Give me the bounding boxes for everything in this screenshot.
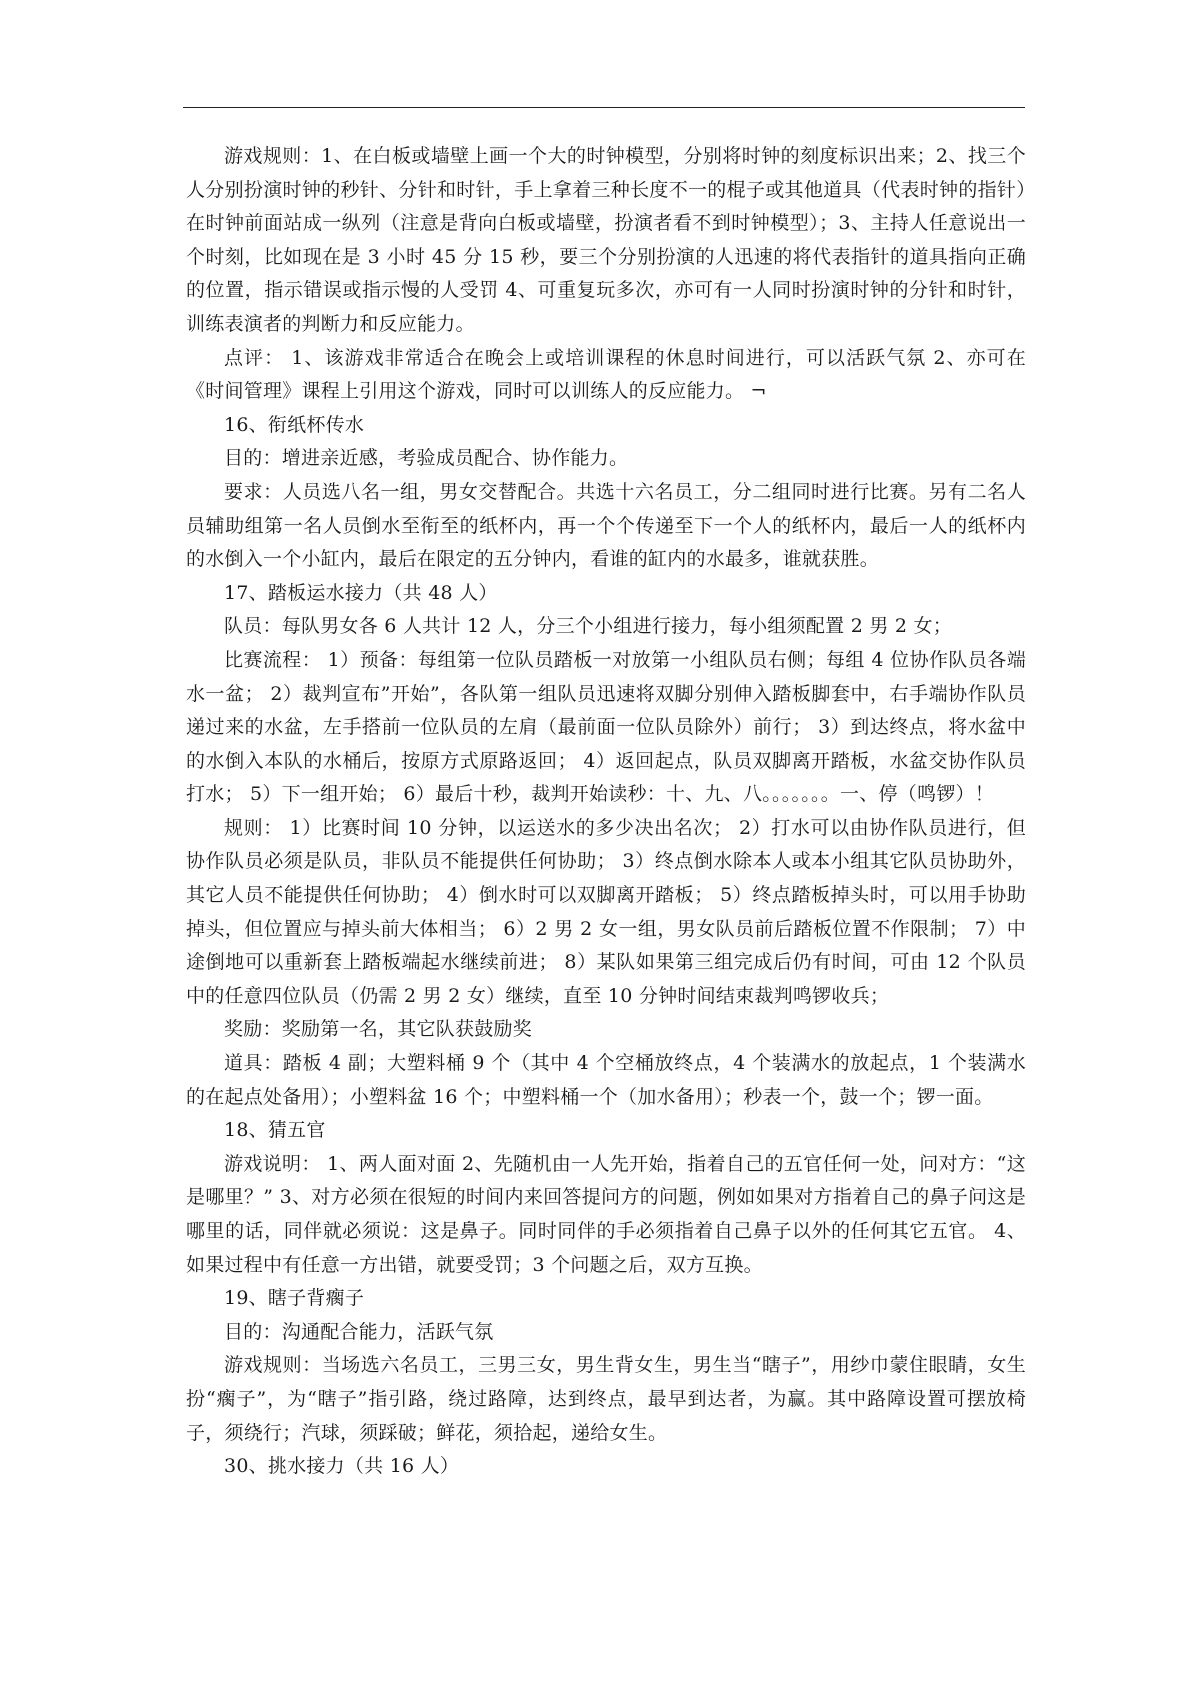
heading-17: 17、踏板运水接力（共 48 人）: [224, 581, 498, 604]
paragraph-17-process: 比赛流程： 1）预备：每组第一位队员踏板一对放第一小组队员右侧；每组 4 位协作队员各端水一盆； 2）裁判宣布”开始”，各队第一组队员迅速将双脚分别伸入踏板脚套中，右手端协作队员递过来的水盆，左手搭前一位队员的左肩（最前面一位队员除外）前行； 3）到达终点，将水盆中的水倒入本队的水桶后，按原方式原路返回； 4）返回起点，队员双脚离开踏板，水盆交协作队员打水； 5）下一组开始； 6）最后十秒，裁判开始读秒：十、九、八。。。。。。。一、停（鸣锣）！: [186, 648, 1026, 806]
heading-16: 16、衔纸杯传水: [224, 413, 365, 436]
heading-19: 19、瞎子背瘸子: [224, 1287, 365, 1310]
paragraph-17-props: 道具：踏板 4 副；大塑料桶 9 个（其中 4 个空桶放终点，4 个装满水的放起点，1 个装满水的在起点处备用）；小塑料盆 16 个；中塑料桶一个（加水备用）；秒表一个，鼓一个；锣一面。: [186, 1052, 1026, 1108]
paragraph-19-rules: 游戏规则：当场选六名员工，三男三女，男生背女生，男生当“瞎子”，用纱巾蒙住眼睛，女生扮“瘸子”，为“瞎子”指引路，绕过路障，达到终点，最早到达者，为赢。其中路障设置可摆放椅子，须绕行；汽球，须踩破；鲜花，须拾起，递给女生。: [186, 1354, 1026, 1444]
paragraph-17-rewards: 奖励：奖励第一名，其它队获鼓励奖: [224, 1018, 533, 1041]
paragraph-comment: 点评： 1、该游戏非常适合在晚会上或培训课程的休息时间进行，可以活跃气氛 2、亦可在《时间管理》课程上引用这个游戏，同时可以训练人的反应能力。 ¬: [186, 346, 1026, 403]
heading-30: 30、挑水接力（共 16 人）: [224, 1455, 460, 1478]
document-body: [186, 140, 1026, 1484]
paragraph-18-instructions: 游戏说明： 1、两人面对面 2、先随机由一人先开始，指着自己的五官任何一处，问对方：“这是哪里？” 3、对方必须在很短的时间内来回答提问方的问题，例如如果对方指着自己的鼻子问这是哪里的话，同伴就必须说：这是鼻子。同时同伴的手必须指着自己鼻子以外的任何其它五官。 4、如果过程中有任意一方出错，就要受罚；3 个问题之后，双方互换。: [186, 1152, 1026, 1276]
paragraph-game-rules-clock: 游戏规则：1、在白板或墙壁上画一个大的时钟模型，分别将时钟的刻度标识出来；2、找三个人分别扮演时钟的秒针、分针和时针，手上拿着三种长度不一的棍子或其他道具（代表时钟的指针）在时钟前面站成一纵列（注意是背向白板或墙壁，扮演者看不到时钟模型）；3、主持人任意说出一个时刻，比如现在是 3 小时 45 分 15 秒，要三个分别扮演的人迅速的将代表指针的道具指向正确的位置，指示错误或指示慢的人受罚 4、可重复玩多次，亦可有一人同时扮演时钟的分针和时针，训练表演者的判断力和反应能力。: [186, 145, 1026, 335]
paragraph-19-purpose: 目的：沟通配合能力，活跃气氛: [224, 1320, 494, 1343]
paragraph-16-requirements: 要求：人员选八名一组，男女交替配合。共选十六名员工，分二组同时进行比赛。另有二名人员辅助组第一名人员倒水至衔至的纸杯内，再一个个传递至下一个人的纸杯内，最后一人的纸杯内的水倒入一个小缸内，最后在限定的五分钟内，看谁的缸内的水最多，谁就获胜。: [186, 480, 1026, 571]
paragraph-17-rules: 规则： 1）比赛时间 10 分钟，以运送水的多少决出名次； 2）打水可以由协作队员进行，但协作队员必须是队员，非队员不能提供任何协助； 3）终点倒水除本人或本小组其它队员协助外，其它人员不能提供任何协助； 4）倒水时可以双脚离开踏板； 5）终点踏板掉头时，可以用手协助掉头，但位置应与掉头前大体相当； 6）2 男 2 女一组，男女队员前后踏板位置不作限制； 7）中途倒地可以重新套上踏板端起水继续前进； 8）某队如果第三组完成后仍有时间，可由 12 个队员中的任意四位队员（仍需 2 男 2 女）继续，直至 10 分钟时间结束裁判鸣锣收兵；: [186, 816, 1026, 1007]
paragraph-17-team: 队员：每队男女各 6 人共计 12 人，分三个小组进行接力，每小组须配置 2 男 2 女；: [224, 615, 953, 638]
heading-18: 18、猜五官: [224, 1119, 326, 1142]
header-rule: [183, 107, 1025, 108]
paragraph-16-purpose: 目的：增进亲近感，考验成员配合、协作能力。: [224, 447, 629, 470]
